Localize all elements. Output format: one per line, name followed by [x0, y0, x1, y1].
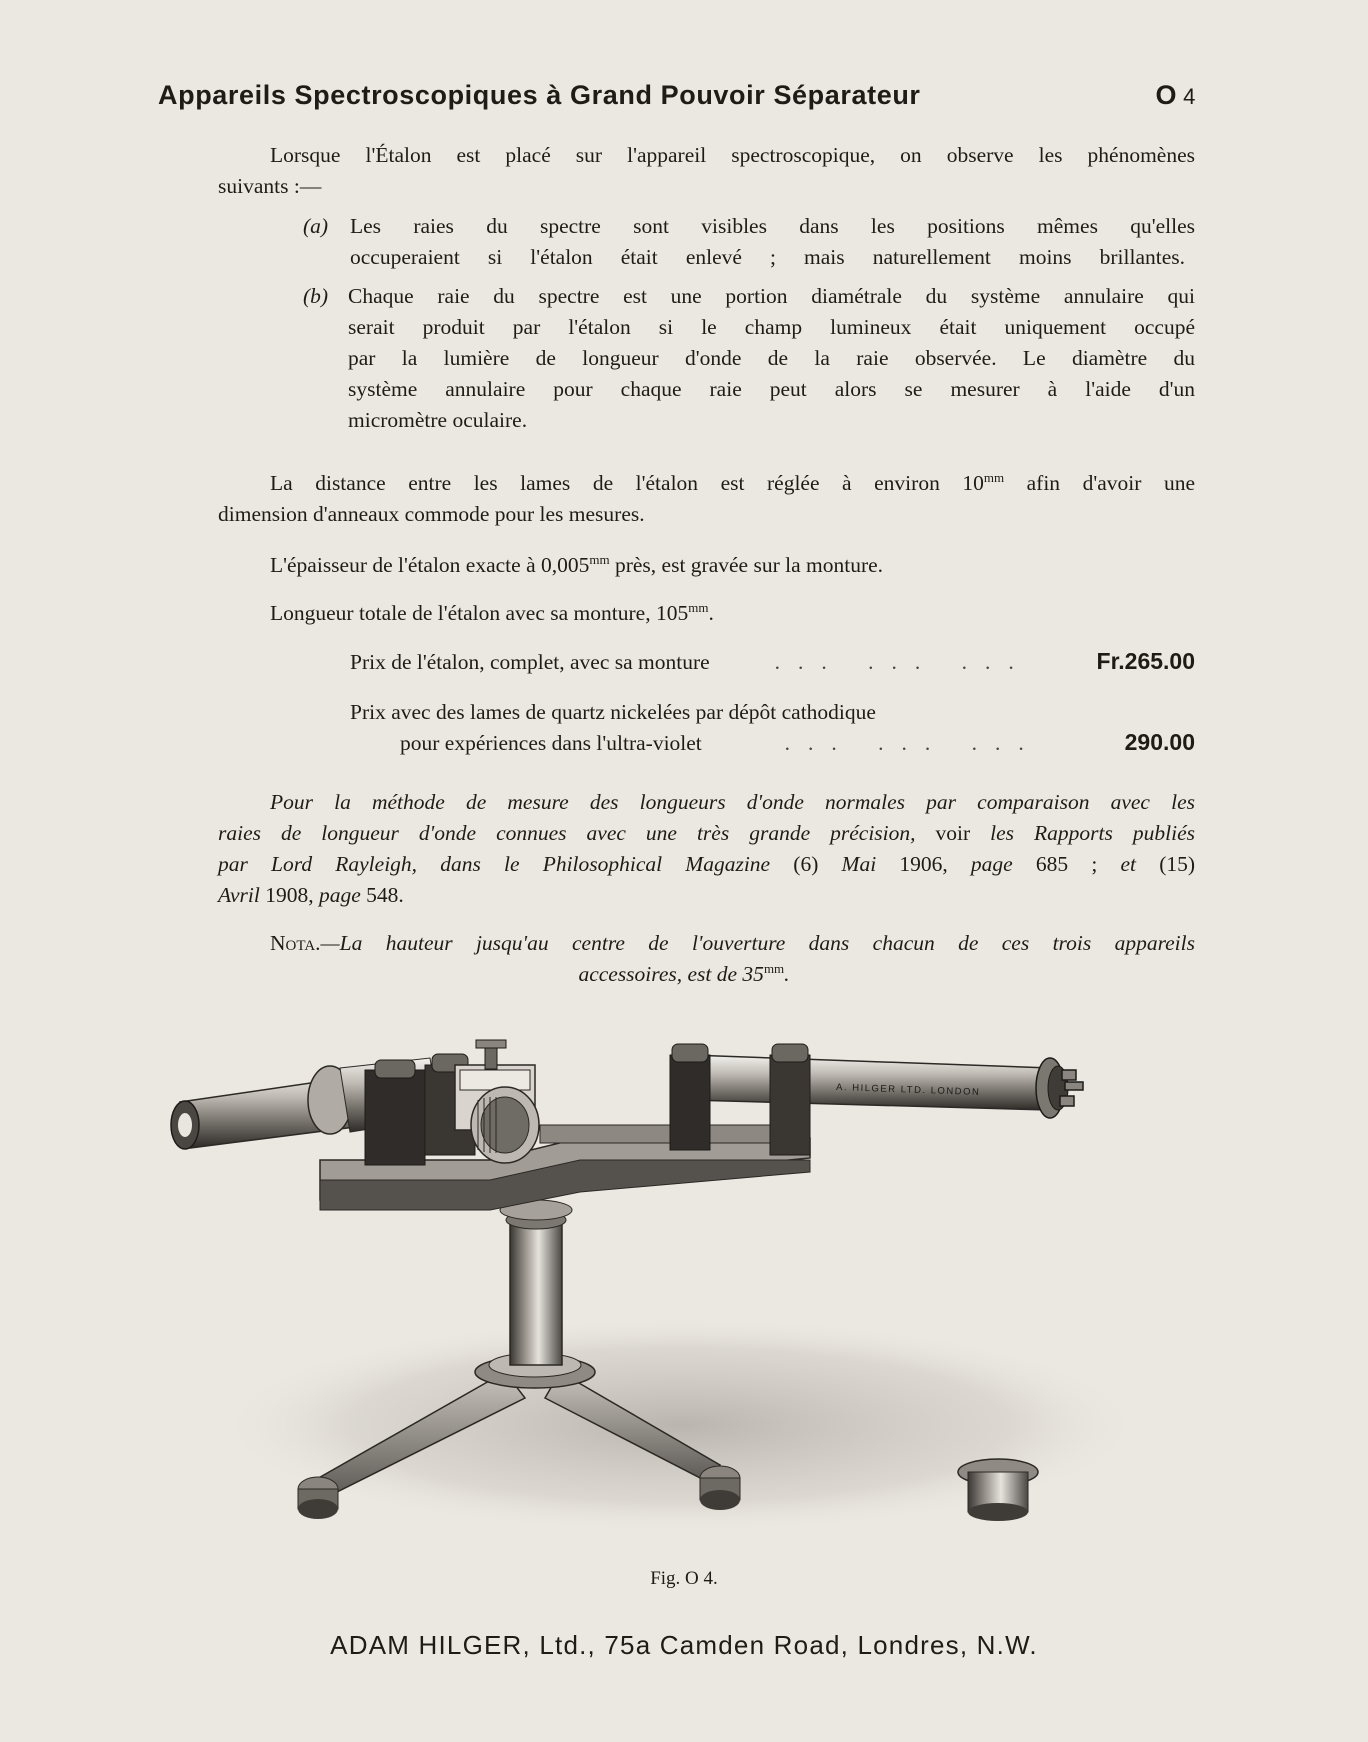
- spectroscope-illustration: [160, 1020, 1200, 1560]
- method-l4-c: page: [318, 883, 361, 907]
- thickness-text: L'épaisseur de l'étalon exacte à 0,005: [270, 553, 590, 577]
- price-row-quartz: [400, 729, 1195, 756]
- method-line-2: [218, 818, 1195, 849]
- distance-unit: mm: [983, 469, 1005, 485]
- intro-line-1: Lorsque l'Étalon est placé sur l'appareil spectroscopique, on observe les phénomènes: [270, 143, 1195, 167]
- method-l3-h: (15): [1136, 852, 1196, 876]
- intro-line-2: suivants :—: [218, 174, 322, 198]
- thickness-unit: mm: [589, 551, 610, 567]
- method-line-4: [218, 880, 404, 911]
- nota-text-2: accessoires, est de 35: [578, 962, 764, 986]
- price-leader-1: ... ... ...: [774, 650, 1032, 674]
- item-b-line-4: système annulaire pour chaque raie peut alors se mesurer à l'aide d'un: [348, 377, 1195, 401]
- eyepiece-cap: [958, 1459, 1038, 1521]
- method-line-1: Pour la méthode de mesure des longueurs d'onde normales par comparaison avec les: [270, 790, 1195, 814]
- publisher-footer: ADAM HILGER, Ltd., 75a Camden Road, Londres, N.W.: [330, 1630, 1038, 1660]
- method-l3-f: 685 ;: [1012, 852, 1121, 876]
- method-l3-b: (6): [770, 852, 842, 876]
- nota-unit: mm: [763, 960, 785, 976]
- method-l4-a: Avril: [218, 883, 260, 907]
- price-row-etalon: [350, 648, 1195, 675]
- page-code-letter: O: [1155, 80, 1178, 110]
- distance-text-end: afin d'avoir une: [1004, 471, 1195, 495]
- length-unit: mm: [688, 599, 709, 615]
- price-label-quartz: pour expériences dans l'ultra-violet: [400, 731, 702, 755]
- item-a-label: (a): [303, 214, 329, 238]
- item-b-line-5: micromètre oculaire.: [348, 408, 528, 432]
- page-code: [1156, 80, 1196, 111]
- method-l3-g: et: [1120, 852, 1137, 876]
- right-telescope: [690, 1055, 1083, 1118]
- distance-line-2: dimension d'anneaux commode pour les mesures.: [218, 502, 645, 526]
- length-text: Longueur totale de l'étalon avec sa monture, 105: [270, 601, 689, 625]
- item-a-line-2: occuperaient si l'étalon était enlevé ; mais naturellement moins brillantes.: [350, 245, 1185, 269]
- item-b-line-1: Chaque raie du spectre est une portion diamétrale du système annulaire qui: [348, 284, 1195, 308]
- item-a-line-1: Les raies du spectre sont visibles dans les positions mêmes qu'elles: [350, 214, 1195, 238]
- method-l3-e: page: [970, 852, 1013, 876]
- method-l3-c: Mai: [841, 852, 877, 876]
- nota-line-2: [0, 959, 1368, 990]
- length-text-end: .: [708, 601, 714, 625]
- figure-caption: Fig. O 4.: [650, 1568, 718, 1589]
- method-l4-b: 1908,: [259, 883, 319, 907]
- method-l3-d: 1906,: [876, 852, 971, 876]
- item-b-line-2: serait produit par l'étalon si le champ lumineux était uniquement occupé: [348, 315, 1195, 339]
- nota-text-end: .: [784, 962, 790, 986]
- nota-label: Nota.: [270, 931, 321, 955]
- page-title: Appareils Spectroscopiques à Grand Pouvoir Séparateur: [158, 80, 921, 110]
- maker-engraving: A. HILGER LTD. LONDON: [835, 1082, 981, 1099]
- method-l3-a: par Lord Rayleigh, dans le Philosophical Magazine: [218, 852, 771, 876]
- price-label-etalon: Prix de l'étalon, complet, avec sa monture: [350, 650, 710, 674]
- method-l2-a: raies de longueur d'onde connues avec une très grande précision,: [218, 821, 916, 845]
- price-leader-2: ... ... ...: [784, 731, 1042, 755]
- price-value-quartz: 290.00: [1124, 729, 1195, 755]
- thickness-text-end: près, est gravée sur la monture.: [609, 553, 884, 577]
- nota-text: —La hauteur jusqu'au centre de l'ouverture dans chacun de ces trois appareils: [320, 931, 1195, 955]
- method-line-3: [218, 849, 1195, 880]
- method-l2-b: voir: [915, 821, 991, 845]
- price-row-quartz-line-1: Prix avec des lames de quartz nickelées par dépôt cathodique: [350, 700, 876, 724]
- page-header: [158, 80, 1196, 111]
- item-b-line-3: par la lumière de longueur d'onde de la raie observée. Le diamètre du: [348, 346, 1195, 370]
- distance-text: La distance entre les lames de l'étalon est réglée à environ 10: [270, 471, 984, 495]
- item-b-label: (b): [303, 284, 329, 308]
- nota-line-1: [270, 928, 1195, 959]
- support-column: [500, 1200, 572, 1365]
- method-l2-c: les Rapports publiés: [990, 821, 1195, 845]
- thickness-line: [270, 550, 883, 581]
- distance-line-1: [270, 468, 1195, 499]
- method-l4-d: 548.: [360, 883, 404, 907]
- length-line: [270, 598, 714, 629]
- page-number: 4: [1183, 84, 1196, 109]
- price-value-etalon: Fr.265.00: [1096, 648, 1195, 674]
